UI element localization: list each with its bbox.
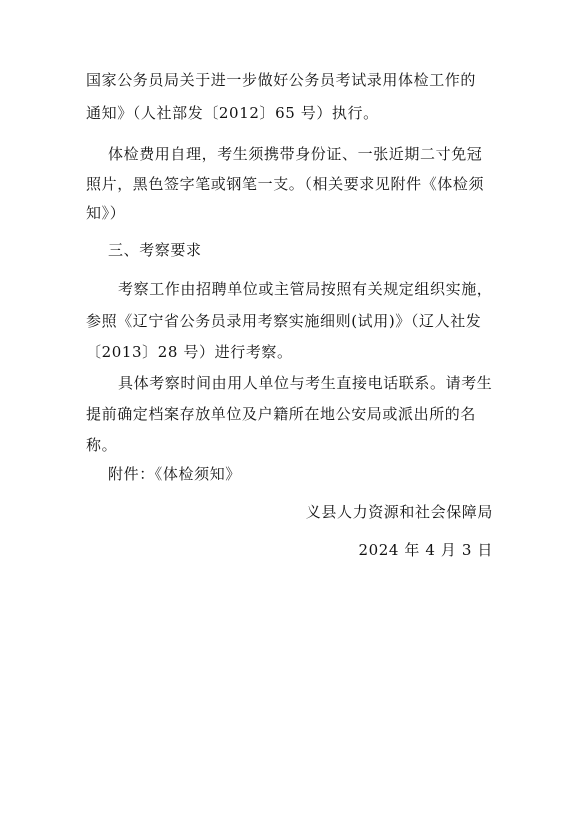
- body-text-line: 通知》（人社部发〔2012〕65 号）执行。: [86, 104, 379, 122]
- issue-date: 2024 年 4 月 3 日: [358, 541, 493, 559]
- body-text-line: 国家公务员局关于进一步做好公务员考试录用体检工作的: [86, 71, 477, 89]
- body-text-line: 体检费用自理，考生须携带身份证、一张近期二寸免冠: [108, 145, 483, 163]
- body-text-line: 具体考察时间由用人单位与考生直接电话联系。请考生: [118, 374, 493, 392]
- body-text-line: 照片，黑色签字笔或钢笔一支。（相关要求见附件《体检须: [86, 175, 485, 193]
- body-text-line: 〔2013〕28 号）进行考察。: [86, 343, 293, 361]
- body-text-line: 参照《辽宁省公务员录用考察实施细则(试用)》（辽人社发: [86, 312, 482, 330]
- body-text-line: 提前确定档案存放单位及户籍所在地公安局或派出所的名: [86, 405, 477, 423]
- body-text-line: 知》）: [86, 204, 126, 222]
- section-heading: 三、考察要求: [108, 241, 202, 259]
- body-text-line: 称。: [86, 436, 118, 454]
- issuer-name: 义县人力资源和社会保障局: [305, 503, 493, 521]
- attachment-line: 附件：《体检须知》: [108, 465, 241, 483]
- body-text-line: 考察工作由招聘单位或主管局按照有关规定组织实施，: [118, 280, 493, 298]
